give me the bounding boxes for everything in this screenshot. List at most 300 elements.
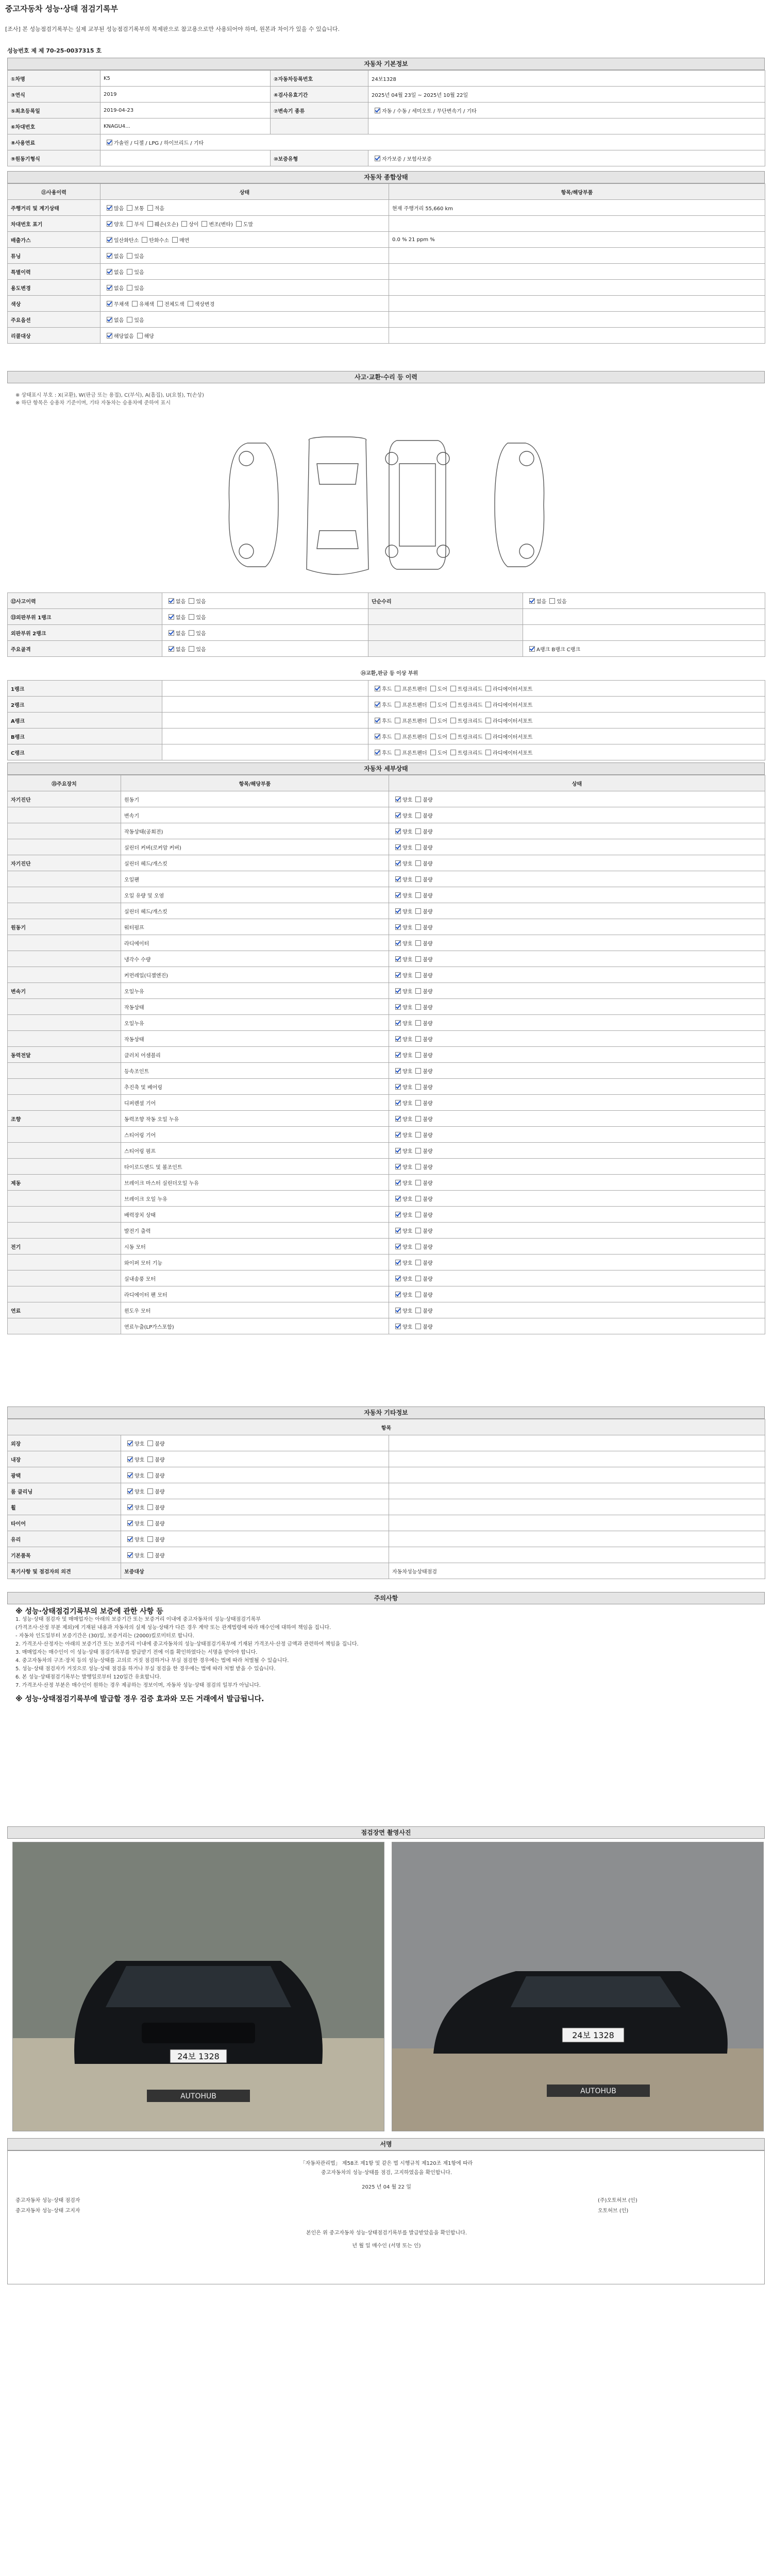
checkbox <box>127 1552 133 1558</box>
table-cell: 실린더 헤드/개스킷 <box>121 855 389 871</box>
table-row <box>8 1318 765 1334</box>
checkbox-label: 없음 <box>114 317 124 324</box>
section-caution-header: 주의사항 <box>7 1592 765 1604</box>
checkbox-label: 양호 <box>402 813 413 819</box>
rear-brand-text: AUTOHUB <box>580 2087 616 2095</box>
checkbox <box>107 253 112 259</box>
checkbox <box>147 1440 153 1446</box>
checkbox-label: 불량 <box>423 1037 433 1043</box>
table-row <box>8 1255 765 1270</box>
table-row <box>8 967 765 983</box>
table-cell: 조향 <box>8 1111 121 1127</box>
table-row <box>8 280 765 296</box>
table-cell <box>162 697 368 713</box>
checkbox <box>395 1324 401 1329</box>
value-transmission <box>368 103 765 118</box>
table-cell <box>8 1127 121 1143</box>
sign-notifier-label: 중고자동차 성능·상태 고지자 <box>15 2208 80 2214</box>
checkbox <box>127 221 132 227</box>
checkbox <box>415 940 421 946</box>
table-cell <box>389 1531 765 1547</box>
section-detail-header: 자동차 세부상태 <box>7 762 765 775</box>
checkbox <box>169 630 174 636</box>
checkbox-label: 불량 <box>423 1212 433 1218</box>
table-cell <box>8 1191 121 1207</box>
table-cell <box>389 296 765 312</box>
check-cell <box>389 1270 765 1286</box>
checkbox <box>395 1148 401 1154</box>
table-row <box>8 1239 765 1255</box>
table-cell <box>8 1143 121 1159</box>
checkbox <box>415 860 421 866</box>
table-cell: 라디에이터 <box>121 935 389 951</box>
checkbox-label: A랭크 B랭크 C랭크 <box>536 647 581 653</box>
table-cell: 클러치 어셈블리 <box>121 1047 389 1063</box>
checkbox <box>395 1132 401 1138</box>
checkbox <box>415 1132 421 1138</box>
table-cell <box>389 280 765 296</box>
checkbox-label: 불량 <box>423 861 433 867</box>
check-cell <box>389 1063 765 1079</box>
check-cell <box>389 1031 765 1047</box>
checkbox <box>169 614 174 620</box>
checkbox-label: 양호 <box>402 1084 413 1091</box>
check-cell <box>389 1302 765 1318</box>
label-car-name: ①차명 <box>8 71 100 87</box>
table-row <box>8 1031 765 1047</box>
table-cell: 전기 <box>8 1239 121 1255</box>
checkbox <box>127 285 132 291</box>
checkbox-label: 트렁크리드 <box>457 718 483 724</box>
rear-plate-text: 24보 1328 <box>572 2030 614 2040</box>
checkbox-label: 있음 <box>196 615 206 621</box>
checkbox <box>189 598 194 604</box>
checkbox <box>415 1052 421 1058</box>
table-row <box>8 855 765 871</box>
check-cell <box>368 744 765 760</box>
table-cell: 디퍼렌셜 기어 <box>121 1095 389 1111</box>
table-cell: A랭크 <box>8 713 162 728</box>
sign-buyer-text: 본인은 위 중고자동차 성능·상태점검기록부를 발급받았음을 확인합니다. <box>306 2230 467 2236</box>
table-cell <box>389 1515 765 1531</box>
table-row <box>8 1015 765 1031</box>
caution-line: 3. 매매업자는 매수인이 이 성능·상태 점검기록부를 발급받기 전에 이를 확인하였다는 서명을 받아야 합니다. <box>15 1650 258 1655</box>
checkbox <box>169 646 174 652</box>
checkbox-label: 양호 <box>135 1441 145 1447</box>
table-cell: 스티어링 기어 <box>121 1127 389 1143</box>
car-diagram <box>216 428 557 582</box>
checkbox-label: 불량 <box>423 813 433 819</box>
table-cell <box>8 807 121 823</box>
checkbox <box>189 630 194 636</box>
caution-line: 6. 본 성능·상태점검기록부는 발행일로부터 120일간 유효합니다. <box>15 1674 161 1680</box>
checkbox-label: 라디에이터서포트 <box>493 750 533 756</box>
sign-notifier-value: 오토허브 (인) <box>598 2208 629 2214</box>
value-engine-type <box>100 150 271 166</box>
overall-table <box>7 183 765 344</box>
table-cell <box>389 328 765 344</box>
check-cell <box>389 1207 765 1223</box>
checkbox-label: 트렁크리드 <box>457 734 483 740</box>
table-cell: 특별이력 <box>8 264 100 280</box>
table-row <box>8 264 765 280</box>
section-repair-header: 사고·교환·수리 등 이력 <box>7 371 765 383</box>
checkbox-label: 불량 <box>423 1180 433 1187</box>
table-cell: 원동기 <box>121 791 389 807</box>
table-cell: 실내송풍 모터 <box>121 1270 389 1286</box>
blank-cell <box>271 118 368 134</box>
table-row <box>8 1467 765 1483</box>
checkbox-label: 불량 <box>423 1164 433 1171</box>
checkbox-label: 불량 <box>423 909 433 915</box>
checkbox <box>132 301 138 307</box>
checkbox-label: 도어 <box>437 750 447 756</box>
checkbox-label: 적음 <box>154 206 164 212</box>
table-cell <box>8 935 121 951</box>
table-cell <box>389 1435 765 1451</box>
overall-col-2: 상태 <box>100 184 389 200</box>
check-cell <box>368 681 765 697</box>
table-row <box>8 1499 765 1515</box>
check-cell <box>100 248 389 264</box>
checkbox-label: 보통 <box>134 206 144 212</box>
checkbox <box>415 908 421 914</box>
table-cell <box>389 1451 765 1467</box>
table-row <box>8 248 765 264</box>
checkbox <box>415 1116 421 1122</box>
checkbox <box>395 1052 401 1058</box>
table-row <box>8 951 765 967</box>
checkbox <box>107 140 112 145</box>
check-cell <box>389 887 765 903</box>
table-cell <box>8 887 121 903</box>
checkbox <box>395 686 400 691</box>
checkbox-label: 불량 <box>423 1069 433 1075</box>
checkbox-label: 있음 <box>196 631 206 637</box>
table-cell <box>389 1499 765 1515</box>
table-cell: 주행거리 및 계기상태 <box>8 200 100 216</box>
checkbox <box>395 1244 401 1249</box>
checkbox <box>450 702 456 707</box>
checkbox-label: 양호 <box>402 893 413 899</box>
checkbox <box>395 1004 401 1010</box>
checkbox <box>485 702 491 707</box>
checkbox <box>395 844 401 850</box>
checkbox <box>395 828 401 834</box>
checkbox <box>415 892 421 898</box>
table-cell: 광택 <box>8 1467 121 1483</box>
checkbox <box>395 1036 401 1042</box>
checkbox <box>450 750 456 755</box>
checkbox-label: 양호 <box>402 1276 413 1282</box>
checkbox-label: 양호 <box>402 1021 413 1027</box>
checkbox <box>430 702 436 707</box>
checkbox <box>529 646 535 652</box>
table-cell: 오일누유 <box>121 983 389 999</box>
checkbox-label: 양호 <box>402 909 413 915</box>
checkbox <box>415 1324 421 1329</box>
table-cell: 외판부위 2랭크 <box>8 625 162 641</box>
checkbox-label: 불량 <box>155 1553 165 1559</box>
caution-line: 4. 중고자동차의 구조·장치 등의 성능·상태를 고의로 거짓 점검하거나 부실 점검한 경우에는 법에 따라 처벌될 수 있습니다. <box>15 1658 289 1664</box>
checkbox-label: 불량 <box>423 957 433 963</box>
checkbox <box>395 972 401 978</box>
table-cell: 1랭크 <box>8 681 162 697</box>
checkbox <box>395 956 401 962</box>
detail-col-2: 항목/해당부품 <box>121 775 389 791</box>
checkbox-label: 불량 <box>423 877 433 883</box>
table-cell <box>8 1270 121 1286</box>
checkbox-label: 전체도색 <box>164 301 184 308</box>
checkbox <box>395 1100 401 1106</box>
checkbox-label: 불량 <box>155 1505 165 1511</box>
check-cell <box>389 791 765 807</box>
checkbox <box>395 988 401 994</box>
checkbox-label: 양호 <box>402 1196 413 1202</box>
checkbox <box>137 333 143 338</box>
section-photo-header: 점검장면 촬영사진 <box>7 1826 765 1839</box>
check-cell <box>162 609 368 625</box>
check-cell <box>121 1531 389 1547</box>
check-cell <box>368 697 765 713</box>
check-cell <box>162 641 368 657</box>
checkbox-label: 불량 <box>423 1292 433 1298</box>
check-cell <box>100 280 389 296</box>
checkbox <box>485 718 491 723</box>
checkbox-label: 불량 <box>423 973 433 979</box>
checkbox-label: 양호 <box>135 1457 145 1463</box>
table-row <box>8 1207 765 1223</box>
checkbox-label: 없음 <box>176 647 186 653</box>
checkbox <box>415 1260 421 1265</box>
checkbox-label: 있음 <box>134 317 144 324</box>
checkbox <box>127 205 132 211</box>
legend-line-2: ※ 하단 항목은 승용차 기준이며, 기타 자동차는 승용차에 준하여 표시 <box>15 400 171 406</box>
checkbox <box>415 1212 421 1217</box>
checkbox <box>147 221 153 227</box>
table-row <box>8 823 765 839</box>
checkbox-label: 있음 <box>134 285 144 292</box>
checkbox <box>450 734 456 739</box>
table-cell: 윈도우 모터 <box>121 1302 389 1318</box>
table-cell: 동력전달 <box>8 1047 121 1063</box>
table-row <box>8 1515 765 1531</box>
checkbox-label: 불량 <box>155 1457 165 1463</box>
check-cell <box>121 1547 389 1563</box>
checkbox-label: 있음 <box>134 269 144 276</box>
checkbox <box>395 1260 401 1265</box>
checkbox <box>375 750 380 755</box>
checkbox-label: 양호 <box>402 1037 413 1043</box>
table-cell <box>8 1223 121 1239</box>
checkbox-label: 변조(변타) <box>209 222 233 228</box>
checkbox-label: 불량 <box>423 797 433 803</box>
checkbox-label: 양호 <box>135 1537 145 1543</box>
table-cell <box>523 625 765 641</box>
front-photo <box>12 1842 384 2131</box>
check-cell <box>100 328 389 344</box>
checkbox <box>395 1292 401 1297</box>
table-row <box>8 1547 765 1563</box>
checkbox <box>375 718 380 723</box>
repair-list-title: ⑭교환,판금 등 이상 부위 <box>361 671 418 676</box>
checkbox <box>147 205 153 211</box>
checkbox <box>415 1004 421 1010</box>
checkbox-label: 불량 <box>155 1521 165 1527</box>
checkbox-label: 라디에이터서포트 <box>493 718 533 724</box>
checkbox <box>415 1228 421 1233</box>
checkbox <box>415 828 421 834</box>
checkbox <box>395 718 400 723</box>
table-cell: 보증대상 <box>121 1563 389 1579</box>
table-cell <box>8 1318 121 1334</box>
value-year: 2019 <box>100 87 271 103</box>
checkbox <box>395 940 401 946</box>
checkbox <box>430 750 436 755</box>
checkbox-label: 양호 <box>402 973 413 979</box>
label-inspection-period: ④검사유효기간 <box>271 87 368 103</box>
table-cell <box>368 625 523 641</box>
checkbox-label: 불량 <box>423 1276 433 1282</box>
check-cell <box>121 1515 389 1531</box>
checkbox-label: 양호 <box>402 797 413 803</box>
check-cell <box>389 967 765 983</box>
checkbox-label: 양호 <box>402 1148 413 1155</box>
checkbox <box>395 1212 401 1217</box>
checkbox <box>169 598 174 604</box>
checkbox <box>395 796 401 802</box>
rear-car-image <box>392 1842 763 2131</box>
checkbox <box>415 796 421 802</box>
section-overall-header: 자동차 종합상태 <box>7 171 765 183</box>
checkbox-label: 후드 <box>382 718 392 724</box>
checkbox-label: 후드 <box>382 750 392 756</box>
table-cell <box>8 903 121 919</box>
checkbox-label: 부식 <box>134 222 144 228</box>
overall-col-3: 항목/해당부품 <box>389 184 765 200</box>
table-row <box>8 1047 765 1063</box>
table-cell: 차대번호 표기 <box>8 216 100 232</box>
check-cell <box>389 807 765 823</box>
label-first-reg: ⑤최초등록일 <box>8 103 100 118</box>
checkbox <box>415 956 421 962</box>
table-cell: ⑬외판부위 1랭크 <box>8 609 162 625</box>
checkbox <box>395 1084 401 1090</box>
table-cell: 2랭크 <box>8 697 162 713</box>
checkbox-label: 양호 <box>402 1053 413 1059</box>
table-cell: 라디에이터 팬 모터 <box>121 1286 389 1302</box>
table-cell: 타이어 <box>8 1515 121 1531</box>
fuel-options: 가솔린 / 디젤 / LPG / 하이브리드 / 기타 <box>114 140 204 146</box>
table-cell: 와이퍼 모터 기능 <box>121 1255 389 1270</box>
checkbox <box>529 598 535 604</box>
check-cell <box>389 1143 765 1159</box>
checkbox-label: 불량 <box>423 1228 433 1234</box>
table-cell: 색상 <box>8 296 100 312</box>
checkbox <box>395 1164 401 1170</box>
check-cell <box>389 1159 765 1175</box>
checkbox-label: 불량 <box>423 1308 433 1314</box>
check-cell <box>389 855 765 871</box>
table-cell <box>8 1095 121 1111</box>
check-cell <box>100 216 389 232</box>
checkbox-label: 양호 <box>402 1005 413 1011</box>
table-cell: 자기진단 <box>8 855 121 871</box>
table-cell <box>8 1063 121 1079</box>
checkbox-label: 양호 <box>402 1116 413 1123</box>
checkbox-label: 양호 <box>402 941 413 947</box>
checkbox <box>415 1244 421 1249</box>
checkbox-label: 프론트펜더 <box>402 702 427 708</box>
table-cell <box>8 1207 121 1223</box>
checkbox <box>395 750 400 755</box>
table-row <box>8 625 765 641</box>
table-cell <box>389 1483 765 1499</box>
table-row <box>8 1175 765 1191</box>
table-cell: 변속기 <box>121 807 389 823</box>
checkbox-label: 양호 <box>402 957 413 963</box>
table-cell: 주요골격 <box>8 641 162 657</box>
table-cell: 냉각수 수량 <box>121 951 389 967</box>
checkbox <box>450 686 456 691</box>
detail-col-1: ⑮주요장치 <box>8 775 121 791</box>
checkbox-label: 불량 <box>423 941 433 947</box>
checkbox <box>142 237 147 243</box>
checkbox <box>415 1308 421 1313</box>
table-cell: 특기사항 및 점검자의 의견 <box>8 1563 121 1579</box>
checkbox-label: 라디에이터서포트 <box>493 686 533 692</box>
table-row <box>8 1302 765 1318</box>
checkbox <box>236 221 242 227</box>
table-cell: 작동상태 <box>121 999 389 1015</box>
front-car-image <box>13 1842 384 2131</box>
checkbox-label: 탄화수소 <box>149 238 169 244</box>
table-cell: 추진축 및 베어링 <box>121 1079 389 1095</box>
checkbox-label: 없음 <box>176 631 186 637</box>
checkbox <box>395 1228 401 1233</box>
checkbox <box>127 317 132 323</box>
checkbox-label: 불량 <box>423 1116 433 1123</box>
table-cell: 브레이크 마스터 실린더오일 누유 <box>121 1175 389 1191</box>
checkbox-label: 불량 <box>423 1244 433 1250</box>
doc-number-value: 제 70-25-0037315 호 <box>38 47 102 54</box>
check-cell <box>368 713 765 728</box>
sign-buyer-line: 년 월 일 매수인 (서명 또는 인) <box>352 2243 421 2249</box>
checkbox-label: 라디에이터서포트 <box>493 734 533 740</box>
table-cell: 유리 <box>8 1531 121 1547</box>
section-etc-header: 자동차 기타정보 <box>7 1406 765 1419</box>
table-cell <box>8 1015 121 1031</box>
parts-table <box>7 680 765 760</box>
section-sign-header: 서명 <box>7 2138 765 2150</box>
table-cell: 배출가스 <box>8 232 100 248</box>
table-cell <box>8 839 121 855</box>
table-cell: 오일 유량 및 오염 <box>121 887 389 903</box>
checkbox <box>415 1196 421 1201</box>
front-plate-text: 24보 1328 <box>177 2052 220 2061</box>
checkbox-label: 불량 <box>423 1196 433 1202</box>
checkbox-label: 불량 <box>423 989 433 995</box>
checkbox-label: 없음 <box>536 599 547 605</box>
checkbox-label: 도어 <box>437 686 447 692</box>
check-cell <box>100 312 389 328</box>
checkbox-label: 일산화탄소 <box>114 238 139 244</box>
label-reg-no: ②자동차등록번호 <box>271 71 368 87</box>
checkbox-label: 양호 <box>135 1489 145 1495</box>
checkbox-label: 불량 <box>155 1489 165 1495</box>
check-cell <box>389 1175 765 1191</box>
table-cell: 스티어링 펌프 <box>121 1143 389 1159</box>
